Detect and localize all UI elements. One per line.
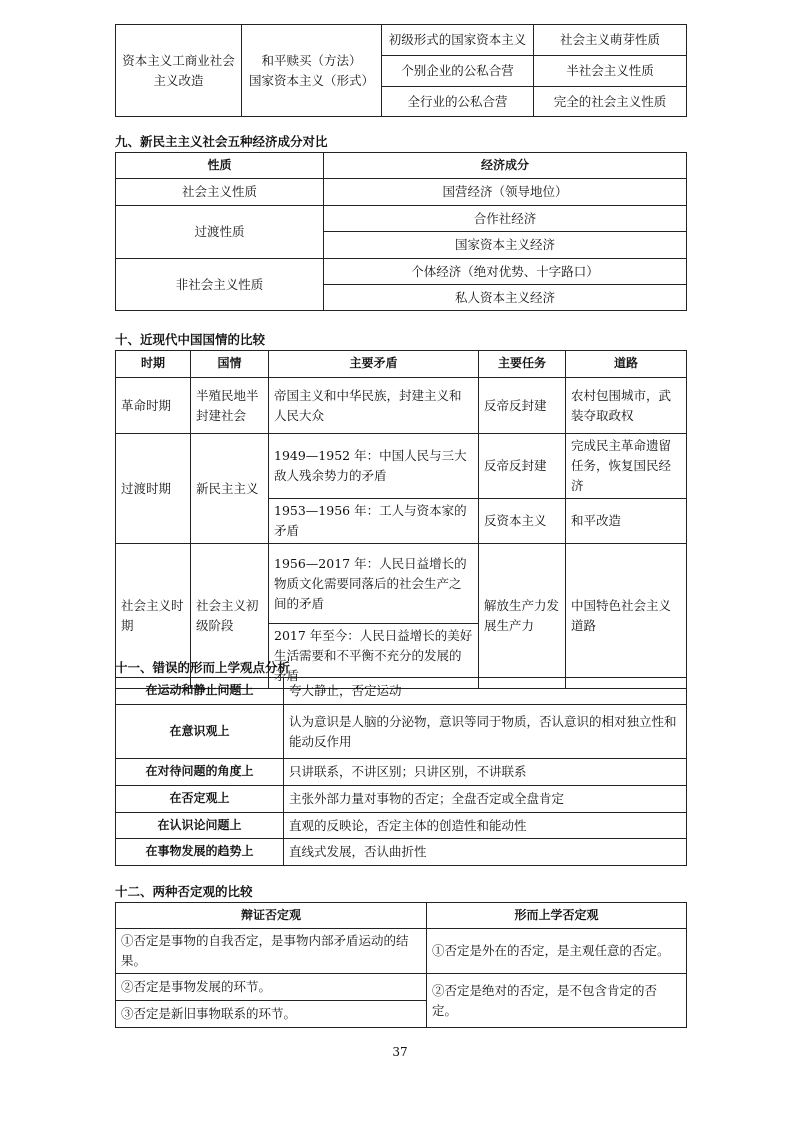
view-cell: 直线式发展，否认曲折性 (284, 839, 687, 866)
header-period: 时期 (116, 351, 191, 378)
component-cell: 私人资本主义经济 (324, 285, 687, 311)
road-socialism: 中国特色社会主义道路 (566, 544, 687, 689)
component-cell: 国营经济（领导地位） (324, 179, 687, 206)
nature-cell: 半社会主义性质 (534, 56, 687, 87)
contradiction-socialism-2: 2017 年至今：人民日益增长的美好生活需要和不平衡不充分的发展的矛盾 (269, 624, 479, 689)
header-nature: 性质 (116, 153, 324, 179)
component-cell: 国家资本主义经济 (324, 232, 687, 259)
aspect-cell: 在对待问题的角度上 (116, 759, 284, 786)
nature-socialist: 社会主义性质 (116, 179, 324, 206)
form-cell: 个别企业的公私合营 (382, 56, 534, 87)
method-line: 和平赎买（方法） (261, 52, 362, 68)
contradiction-revolution: 帝国主义和中华民族，封建主义和人民大众 (269, 378, 479, 434)
road-transition-2: 和平改造 (566, 499, 687, 544)
nature-cell: 完全的社会主义性质 (534, 87, 687, 117)
dialectical-point: ②否定是事物发展的环节。 (116, 974, 427, 1001)
view-cell: 主张外部力量对事物的否定；全盘否定或全盘肯定 (284, 786, 687, 813)
component-cell: 合作社经济 (324, 206, 687, 232)
header-contradiction: 主要矛盾 (269, 351, 479, 378)
task-socialism: 解放生产力发展生产力 (479, 544, 566, 689)
transformation-subject: 资本主义工商业社会主义改造 (116, 25, 242, 117)
metaphysical-point: ①否定是外在的否定，是主观任意的否定。 (427, 929, 687, 974)
header-road: 道路 (566, 351, 687, 378)
view-cell: 只讲联系，不讲区别；只讲区别，不讲联系 (284, 759, 687, 786)
section9-heading: 九、新民主主义社会五种经济成分对比 (115, 134, 328, 149)
road-transition-1: 完成民主革命遗留任务，恢复国民经济 (566, 434, 687, 499)
period-socialism: 社会主义时期 (116, 544, 191, 689)
national-conditions-table (115, 350, 687, 689)
aspect-cell: 在否定观上 (116, 786, 284, 813)
transformation-method (242, 25, 382, 117)
form-cell: 全行业的公私合营 (382, 87, 534, 117)
view-cell: 认为意识是人脑的分泌物，意识等同于物质，否认意识的相对独立性和能动反作用 (284, 705, 687, 759)
header-metaphysical: 形而上学否定观 (427, 903, 687, 929)
negation-table (115, 902, 687, 1028)
aspect-cell: 在运动和静止问题上 (116, 678, 284, 705)
situation-revolution: 半殖民地半封建社会 (191, 378, 269, 434)
situation-socialism: 社会主义初级阶段 (191, 544, 269, 689)
period-transition: 过渡时期 (116, 434, 191, 544)
page-number: 37 (392, 1045, 408, 1059)
economy-table (115, 152, 687, 311)
period-revolution: 革命时期 (116, 378, 191, 434)
header-task: 主要任务 (479, 351, 566, 378)
contradiction-transition-1: 1949—1952 年：中国人民与三大敌人残余势力的矛盾 (269, 434, 479, 499)
metaphysics-table (115, 677, 687, 866)
transformation-table (115, 24, 687, 117)
nature-cell: 社会主义萌芽性质 (534, 25, 687, 56)
section12-heading: 十二、两种否定观的比较 (115, 884, 253, 899)
aspect-cell: 在意识观上 (116, 705, 284, 759)
task-transition-1: 反帝反封建 (479, 434, 566, 499)
contradiction-socialism-1: 1956—2017 年：人民日益增长的物质文化需要同落后的社会生产之间的矛盾 (269, 544, 479, 624)
header-components: 经济成分 (324, 153, 687, 179)
task-transition-2: 反资本主义 (479, 499, 566, 544)
task-revolution: 反帝反封建 (479, 378, 566, 434)
aspect-cell: 在事物发展的趋势上 (116, 839, 284, 866)
header-dialectical: 辩证否定观 (116, 903, 427, 929)
view-cell: 直观的反映论，否定主体的创造性和能动性 (284, 813, 687, 839)
component-cell: 个体经济（绝对优势、十字路口） (324, 259, 687, 285)
nature-transitional: 过渡性质 (116, 206, 324, 259)
form-line: 国家资本主义（形式） (248, 72, 374, 88)
form-cell: 初级形式的国家资本主义 (382, 25, 534, 56)
nature-non-socialist: 非社会主义性质 (116, 259, 324, 311)
header-situation: 国情 (191, 351, 269, 378)
metaphysical-point: ②否定是绝对的否定，是不包含肯定的否定。 (427, 974, 687, 1028)
contradiction-transition-2: 1953—1956 年：工人与资本家的矛盾 (269, 499, 479, 544)
dialectical-point: ①否定是事物的自我否定，是事物内部矛盾运动的结果。 (116, 929, 427, 974)
view-cell: 夸大静止，否定运动 (284, 678, 687, 705)
section11-heading: 十一、错误的形而上学观点分析 (115, 660, 291, 675)
dialectical-point: ③否定是新旧事物联系的环节。 (116, 1001, 427, 1028)
aspect-cell: 在认识论问题上 (116, 813, 284, 839)
section10-heading: 十、近现代中国国情的比较 (115, 332, 266, 347)
road-revolution: 农村包围城市，武装夺取政权 (566, 378, 687, 434)
situation-transition: 新民主主义 (191, 434, 269, 544)
